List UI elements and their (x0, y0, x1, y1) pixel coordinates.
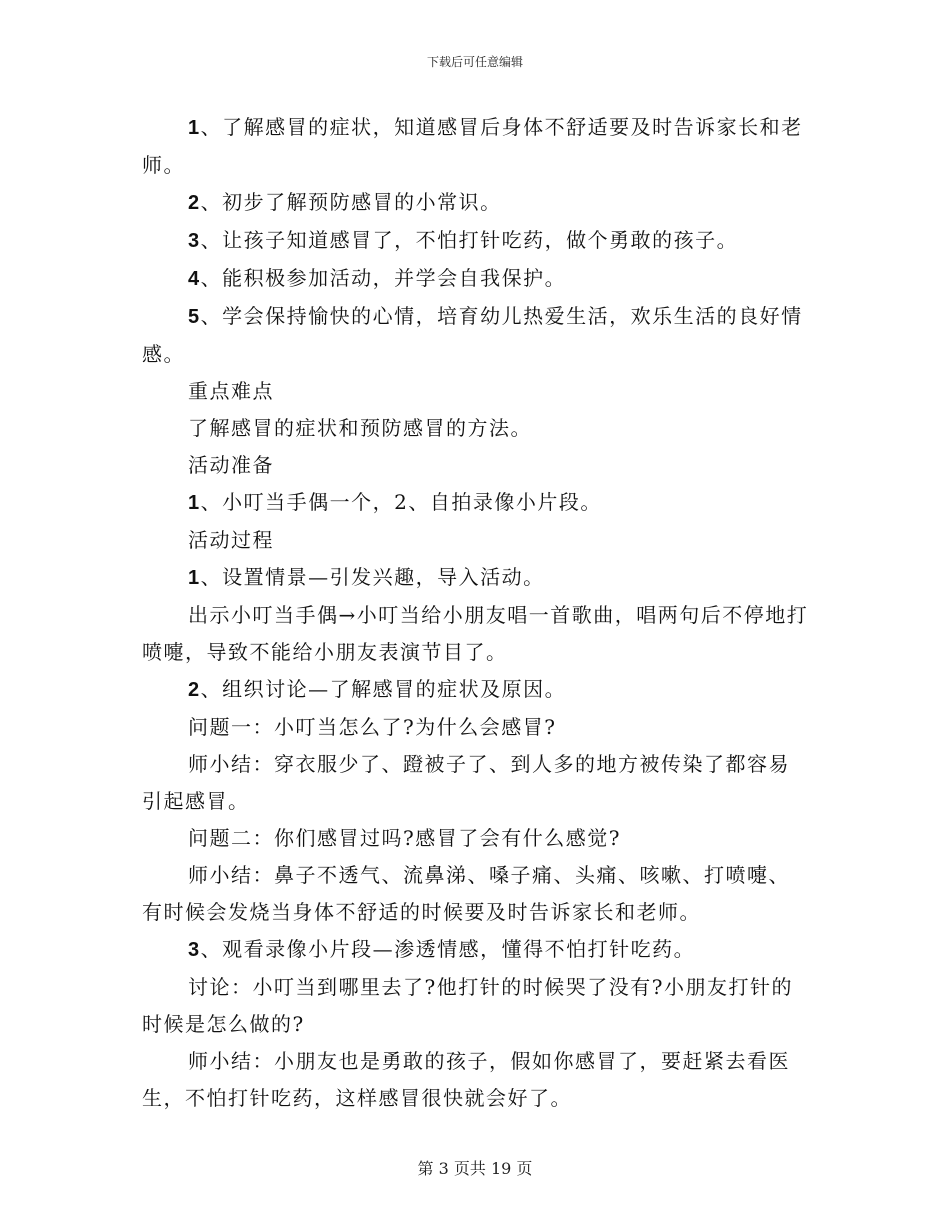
objective-2 (142, 184, 810, 222)
section-heading-process (142, 522, 810, 559)
paragraph-text: 重点难点 (188, 379, 274, 403)
question-2 (142, 820, 810, 857)
paragraph-text: 、小叮当手偶一个，2、自拍录像小片段。 (200, 490, 602, 514)
paragraph-text: 、了解感冒的症状，知道感冒后身体不舒适要及时告诉家长和老师。 (142, 115, 803, 177)
process-step-1 (142, 559, 810, 597)
preparation-text (142, 484, 810, 522)
discussion (142, 969, 810, 1043)
paragraph-text: 讨论：小叮当到哪里去了?他打针的时候哭了没有?小朋友打针的时候是怎么做的? (142, 975, 793, 1036)
paragraph-number: 3 (188, 230, 201, 252)
objective-1 (142, 109, 810, 184)
paragraph-text: 师小结：小朋友也是勇敢的孩子，假如你感冒了，要赶紧去看医生，不怕打针吃药，这样感冒很快就会好了。 (142, 1049, 790, 1110)
teacher-summary-3 (142, 1043, 810, 1117)
key-points-text (142, 410, 810, 447)
paragraph-text: 、初步了解预防感冒的小常识。 (200, 190, 502, 214)
page-footer: 第 3 页共 19 页 (417, 1159, 533, 1178)
page-header: 下载后可任意编辑 (426, 55, 523, 69)
section-heading-preparation (142, 447, 810, 484)
paragraph-number: 2 (188, 679, 201, 701)
paragraph-text: 、让孩子知道感冒了，不怕打针吃药，做个勇敢的孩子。 (200, 228, 739, 252)
paragraph-text: 、观看录像小片段—渗透情感，懂得不怕打针吃药。 (200, 937, 696, 961)
paragraph-number: 4 (188, 268, 201, 290)
paragraph-number: 3 (188, 939, 201, 961)
paragraph-text: 出示小叮当手偶→小叮当给小朋友唱一首歌曲，唱两句后不停地打喷嚏，导致不能给小朋友表演节目了。 (142, 603, 809, 664)
document-body (142, 109, 810, 1117)
process-step-2 (142, 671, 810, 709)
process-step-3 (142, 931, 810, 969)
paragraph-number: 1 (188, 117, 201, 139)
paragraph-text: 了解感冒的症状和预防感冒的方法。 (188, 416, 532, 440)
question-1 (142, 709, 810, 746)
paragraph-text: 、组织讨论—了解感冒的症状及原因。 (200, 677, 567, 701)
paragraph-number: 2 (188, 192, 201, 214)
paragraph-number: 5 (188, 306, 201, 328)
paragraph-text: 活动准备 (188, 453, 274, 477)
paragraph-text: 师小结：穿衣服少了、蹬被子了、到人多的地方被传染了都容易引起感冒。 (142, 752, 790, 813)
teacher-summary-2 (142, 857, 810, 931)
section-heading-key-points (142, 373, 810, 410)
paragraph-text: 问题二：你们感冒过吗?感冒了会有什么感觉? (188, 826, 621, 850)
paragraph-text: 、设置情景—引发兴趣，导入活动。 (200, 565, 545, 589)
process-step-1-detail (142, 597, 810, 671)
objective-5 (142, 298, 810, 373)
objective-4 (142, 260, 810, 298)
paragraph-text: 活动过程 (188, 528, 274, 552)
paragraph-number: 1 (188, 567, 201, 589)
paragraph-number: 1 (188, 492, 201, 514)
objective-3 (142, 222, 810, 260)
teacher-summary-1 (142, 746, 810, 820)
paragraph-text: 、学会保持愉快的心情，培育幼儿热爱生活，欢乐生活的良好情感。 (142, 304, 803, 366)
paragraph-text: 问题一：小叮当怎么了?为什么会感冒? (188, 715, 557, 739)
paragraph-text: 、能积极参加活动，并学会自我保护。 (200, 266, 567, 290)
paragraph-text: 师小结：鼻子不透气、流鼻涕、嗓子痛、头痛、咳嗽、打喷嚏、有时候会发烧当身体不舒适的时候要及时告诉家长和老师。 (142, 863, 790, 924)
